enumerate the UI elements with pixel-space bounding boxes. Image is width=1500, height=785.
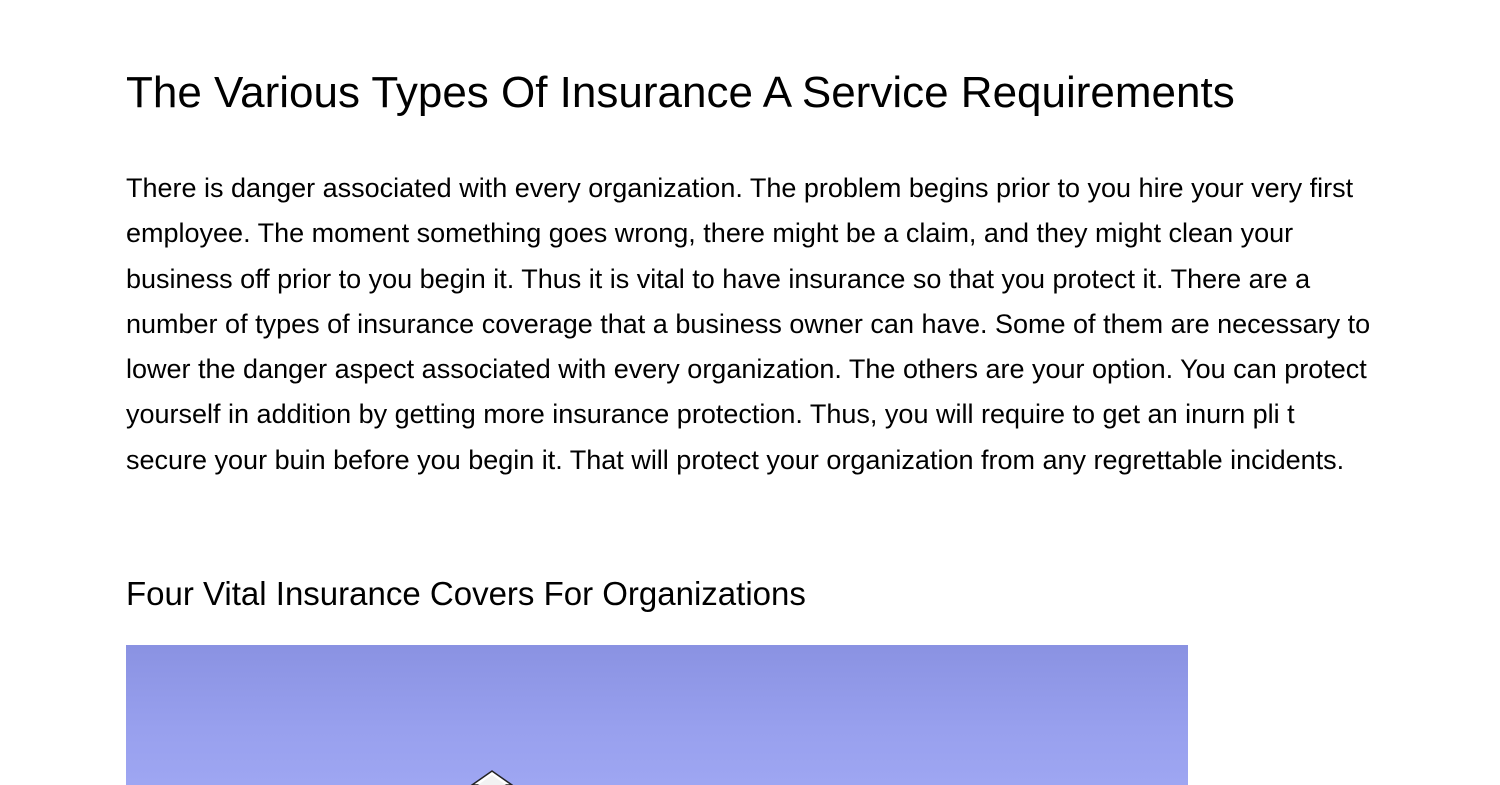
- section-heading: Four Vital Insurance Covers For Organizations: [126, 575, 806, 612]
- article-image: [126, 645, 1188, 785]
- intro-paragraph: There is danger associated with every organization. The problem begins prior to you hire your very first employee. The moment something goes wrong, there might be a claim, and they might clean your business off prior to you begin it. Thus it is vital to have insurance so that you protect it. There are a number of types of insurance coverage that a business owner can have. Some of them are necessary to lower the danger aspect associated with every organization. The others are your option. You can protect yourself in addition by getting more insurance protection. Thus, you will require to get an inurn pli t secure your buin before you begin it. That will protect your organization from any regrettable incidents.: [126, 173, 1371, 475]
- page-title: The Various Types Of Insurance A Service Requirements: [126, 68, 1235, 117]
- house-roof-graphic: [126, 645, 1188, 785]
